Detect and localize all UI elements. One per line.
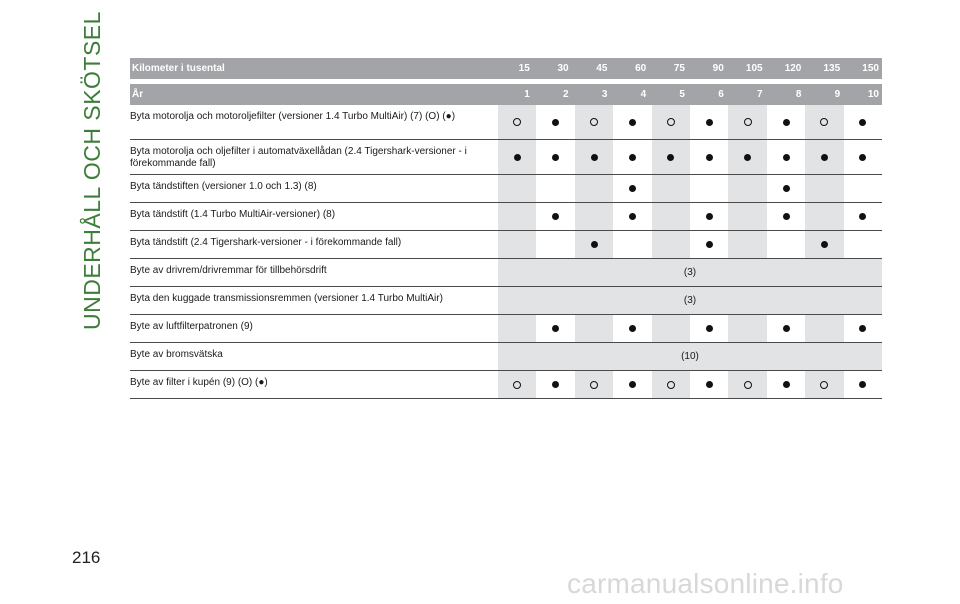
schedule-cell: [498, 105, 536, 139]
filled-circle-icon: [552, 213, 559, 220]
schedule-cell: [805, 140, 843, 174]
filled-circle-icon: [706, 241, 713, 248]
schedule-cell: [690, 231, 728, 258]
km-header-cell: 75: [673, 63, 685, 74]
filled-circle-icon: [783, 119, 790, 126]
schedule-cell: [652, 140, 690, 174]
schedule-cell: [652, 231, 690, 258]
schedule-cell: [844, 140, 882, 174]
schedule-cell: [652, 175, 690, 202]
table-row: [130, 105, 882, 140]
schedule-cell: [575, 231, 613, 258]
schedule-cell: [767, 315, 805, 342]
filled-circle-icon: [859, 325, 866, 332]
schedule-cell: [613, 175, 651, 202]
table-row: [130, 343, 882, 371]
row-cells: [498, 105, 882, 139]
filled-circle-icon: [629, 325, 636, 332]
filled-circle-icon: [744, 154, 751, 161]
filled-circle-icon: [629, 119, 636, 126]
table-body: [130, 105, 882, 399]
table-row: [130, 371, 882, 399]
filled-circle-icon: [706, 325, 713, 332]
schedule-cell: [767, 203, 805, 230]
km-header-cell: 30: [557, 63, 569, 74]
schedule-cell: [805, 231, 843, 258]
schedule-cell: [805, 105, 843, 139]
watermark: carmanualsonline.info: [567, 568, 844, 599]
schedule-cell: [690, 315, 728, 342]
row-cells: [498, 315, 882, 342]
year-header-cell: 2: [563, 89, 569, 100]
open-circle-icon: [744, 118, 752, 126]
open-circle-icon: [667, 118, 675, 126]
km-header-cell: 60: [635, 63, 647, 74]
schedule-cell: [767, 105, 805, 139]
interval-note: (3): [498, 259, 882, 286]
km-header-cell: 105: [745, 63, 763, 74]
schedule-cell: [844, 231, 882, 258]
open-circle-icon: [590, 381, 598, 389]
filled-circle-icon: [552, 325, 559, 332]
filled-circle-icon: [629, 213, 636, 220]
km-header-values: [494, 63, 882, 74]
filled-circle-icon: [821, 241, 828, 248]
row-label: Byta tändstift (1.4 Turbo MultiAir-versioner) (8): [130, 209, 336, 220]
year-header-label: År: [132, 89, 144, 100]
row-cells: [498, 140, 882, 174]
row-label: Byte av filter i kupén (9) (O) (●): [130, 377, 268, 388]
schedule-cell: [844, 175, 882, 202]
schedule-cell: [536, 315, 574, 342]
filled-circle-icon: [783, 381, 790, 388]
filled-circle-icon: [706, 119, 713, 126]
open-circle-icon: [820, 381, 828, 389]
schedule-cell: [536, 140, 574, 174]
schedule-cell: [536, 231, 574, 258]
schedule-cell: [652, 371, 690, 398]
filled-circle-icon: [706, 154, 713, 161]
year-header-values: [494, 89, 882, 100]
schedule-cell: [613, 203, 651, 230]
schedule-cell: [652, 203, 690, 230]
schedule-cell: [652, 315, 690, 342]
filled-circle-icon: [629, 185, 636, 192]
km-header-cell: 45: [596, 63, 608, 74]
filled-circle-icon: [783, 185, 790, 192]
row-cells: [498, 371, 882, 398]
filled-circle-icon: [859, 381, 866, 388]
year-header-cell: 10: [867, 89, 879, 100]
table-row: [130, 259, 882, 287]
filled-circle-icon: [783, 213, 790, 220]
schedule-cell: [805, 315, 843, 342]
schedule-cell: [498, 140, 536, 174]
filled-circle-icon: [514, 154, 521, 161]
km-header-row: [130, 58, 882, 79]
table-row: [130, 140, 882, 175]
table-row: [130, 287, 882, 315]
schedule-cell: [498, 315, 536, 342]
filled-circle-icon: [591, 241, 598, 248]
year-header-cell: 1: [524, 89, 530, 100]
filled-circle-icon: [859, 213, 866, 220]
schedule-cell: [728, 203, 766, 230]
schedule-cell: [767, 231, 805, 258]
schedule-cell: [536, 175, 574, 202]
schedule-cell: [690, 140, 728, 174]
filled-circle-icon: [552, 154, 559, 161]
schedule-cell: [575, 105, 613, 139]
schedule-cell: [728, 140, 766, 174]
year-header-cell: 8: [795, 89, 802, 100]
row-label: Byte av luftfilterpatronen (9): [130, 321, 253, 332]
row-label: Byta tändstift (2.4 Tigershark-versioner - i förekommande fall): [130, 237, 402, 248]
schedule-cell: [767, 140, 805, 174]
open-circle-icon: [513, 118, 521, 126]
km-header-cell: 15: [518, 63, 530, 74]
schedule-cell: [690, 175, 728, 202]
filled-circle-icon: [629, 381, 636, 388]
schedule-cell: [690, 105, 728, 139]
schedule-cell: [690, 203, 728, 230]
km-header-cell: 135: [823, 63, 841, 74]
filled-circle-icon: [706, 381, 713, 388]
table-row: [130, 175, 882, 203]
row-label: Byta motorolja och motoroljefilter (versioner 1.4 Turbo MultiAir) (7) (O) (●): [130, 111, 456, 122]
schedule-cell: [613, 315, 651, 342]
interval-note: (10): [498, 343, 882, 370]
schedule-cell: [575, 140, 613, 174]
row-cells: [498, 231, 882, 258]
schedule-cell: [613, 371, 651, 398]
open-circle-icon: [667, 381, 675, 389]
filled-circle-icon: [706, 213, 713, 220]
year-header-cell: 6: [718, 89, 724, 100]
schedule-cell: [844, 371, 882, 398]
schedule-cell: [498, 175, 536, 202]
open-circle-icon: [590, 118, 598, 126]
schedule-cell: [575, 203, 613, 230]
schedule-cell: [805, 371, 843, 398]
schedule-cell: [652, 105, 690, 139]
schedule-cell: [767, 175, 805, 202]
schedule-cell: [728, 231, 766, 258]
table-row: [130, 231, 882, 259]
schedule-cell: [613, 140, 651, 174]
row-cells: [498, 175, 882, 202]
filled-circle-icon: [629, 154, 636, 161]
row-cells: [498, 203, 882, 230]
schedule-cell: [575, 315, 613, 342]
schedule-cell: [536, 203, 574, 230]
schedule-cell: [728, 371, 766, 398]
year-header-cell: 3: [601, 89, 608, 100]
km-header-cell: 150: [862, 63, 879, 74]
schedule-cell: [498, 231, 536, 258]
filled-circle-icon: [667, 154, 674, 161]
row-label: Byta motorolja och oljefilter i automatväxellådan (2.4 Tigershark-versioner - i förekommande fall): [130, 146, 467, 169]
schedule-cell: [575, 175, 613, 202]
schedule-cell: [728, 315, 766, 342]
year-header-cell: 4: [640, 89, 647, 100]
schedule-cell: [575, 371, 613, 398]
table-row: [130, 203, 882, 231]
schedule-cell: [844, 315, 882, 342]
filled-circle-icon: [552, 381, 559, 388]
schedule-cell: [844, 203, 882, 230]
filled-circle-icon: [859, 154, 866, 161]
open-circle-icon: [820, 118, 828, 126]
year-header-cell: 9: [834, 89, 841, 100]
schedule-cell: [536, 371, 574, 398]
year-header-cell: 5: [679, 89, 685, 100]
row-label: Byte av bromsvätska: [130, 349, 223, 360]
schedule-cell: [728, 105, 766, 139]
schedule-cell: [767, 371, 805, 398]
row-label: Byte av drivrem/drivremmar för tillbehörsdrift: [130, 265, 327, 276]
filled-circle-icon: [552, 119, 559, 126]
filled-circle-icon: [783, 325, 790, 332]
maintenance-schedule-table: [130, 58, 882, 399]
filled-circle-icon: [591, 154, 598, 161]
open-circle-icon: [513, 381, 521, 389]
km-header-label: Kilometer i tusental: [132, 63, 225, 74]
filled-circle-icon: [859, 119, 866, 126]
year-header-cell: 7: [757, 89, 763, 100]
row-label: Byta tändstiften (versioner 1.0 och 1.3) (8): [130, 181, 317, 192]
schedule-cell: [805, 175, 843, 202]
year-header-row: [130, 84, 882, 105]
interval-note: (3): [498, 287, 882, 314]
table-row: [130, 315, 882, 343]
km-header-cell: 120: [784, 63, 802, 74]
schedule-cell: [498, 371, 536, 398]
schedule-cell: [613, 231, 651, 258]
row-label: Byta den kuggade transmissionsremmen (versioner 1.4 Turbo MultiAir): [130, 293, 443, 304]
schedule-cell: [805, 203, 843, 230]
schedule-cell: [728, 175, 766, 202]
page-number: 216: [72, 548, 101, 567]
schedule-cell: [613, 105, 651, 139]
schedule-cell: [536, 105, 574, 139]
filled-circle-icon: [783, 154, 790, 161]
schedule-cell: [498, 203, 536, 230]
open-circle-icon: [744, 381, 752, 389]
schedule-cell: [844, 105, 882, 139]
km-header-cell: 90: [712, 63, 724, 74]
schedule-cell: [690, 371, 728, 398]
filled-circle-icon: [821, 154, 828, 161]
section-side-title: UNDERHÅLL OCH SKÖTSEL: [79, 11, 105, 330]
